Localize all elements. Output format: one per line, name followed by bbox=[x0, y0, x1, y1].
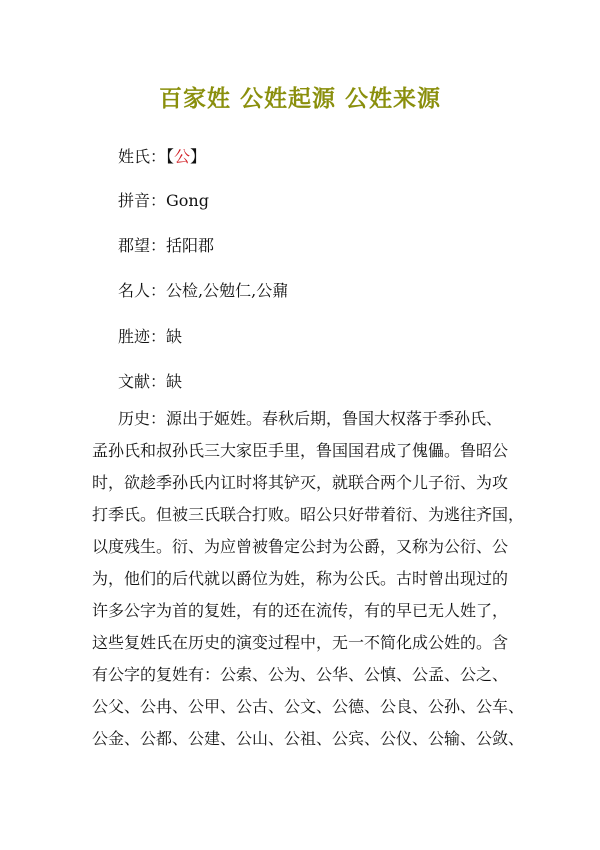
pinyin-value: Gong bbox=[166, 191, 209, 210]
history-line: 公金、公都、公建、公山、公祖、公宾、公仪、公输、公敛、 bbox=[92, 729, 525, 748]
famous-label: 名人： bbox=[118, 281, 167, 300]
history-paragraph bbox=[92, 403, 528, 755]
sites-value: 缺 bbox=[166, 327, 183, 346]
history-line: 公父、公冉、公甲、公古、公文、公德、公良、公孙、公车、 bbox=[92, 697, 525, 716]
famous-value: 公检,公勉仁,公鼐 bbox=[166, 281, 289, 300]
surname-label: 姓氏： bbox=[118, 147, 167, 166]
sites-label: 胜迹： bbox=[118, 327, 167, 346]
junwang-label: 郡望： bbox=[118, 236, 167, 255]
field-pinyin bbox=[118, 188, 209, 211]
field-famous bbox=[118, 278, 288, 301]
surname-close-bracket: 】 bbox=[190, 147, 207, 166]
surname-open-bracket: 【 bbox=[166, 147, 175, 166]
junwang-value: 括阳郡 bbox=[166, 236, 215, 255]
history-line: 许多公字为首的复姓，有的还在流传，有的早已无人姓了， bbox=[92, 601, 509, 620]
literature-value: 缺 bbox=[166, 372, 183, 391]
history-line: 打季氏。但被三氏联合打败。昭公只好带着衍、为逃往齐国， bbox=[92, 505, 525, 524]
history-line: 孟孙氏和叔孙氏三大家臣手里，鲁国国君成了傀儡。鲁昭公 bbox=[92, 441, 509, 460]
history-line: 历史：源出于姬姓。春秋后期，鲁国大权落于季孙氏、 bbox=[118, 409, 503, 428]
history-line: 为，他们的后代就以爵位为姓，称为公氏。古时曾出现过的 bbox=[92, 569, 509, 588]
history-line: 时，欲趁季孙氏内讧时将其铲灭，就联合两个儿子衍、为攻 bbox=[92, 473, 509, 492]
field-junwang bbox=[118, 233, 214, 256]
page-title: 百家姓 公姓起源 公姓来源 bbox=[158, 86, 441, 112]
field-sites bbox=[118, 324, 182, 347]
history-line: 以度残生。衍、为应曾被鲁定公封为公爵，又称为公衍、公 bbox=[92, 537, 509, 556]
history-line: 有公字的复姓有：公索、公为、公华、公慎、公孟、公之、 bbox=[92, 665, 509, 684]
field-literature bbox=[118, 369, 182, 392]
pinyin-label: 拼音： bbox=[118, 191, 167, 210]
surname-value: 公 bbox=[174, 147, 191, 166]
literature-label: 文献： bbox=[118, 372, 167, 391]
field-surname bbox=[118, 144, 206, 167]
history-line: 这些复姓氏在历史的演变过程中，无一不简化成公姓的。含 bbox=[92, 633, 509, 652]
